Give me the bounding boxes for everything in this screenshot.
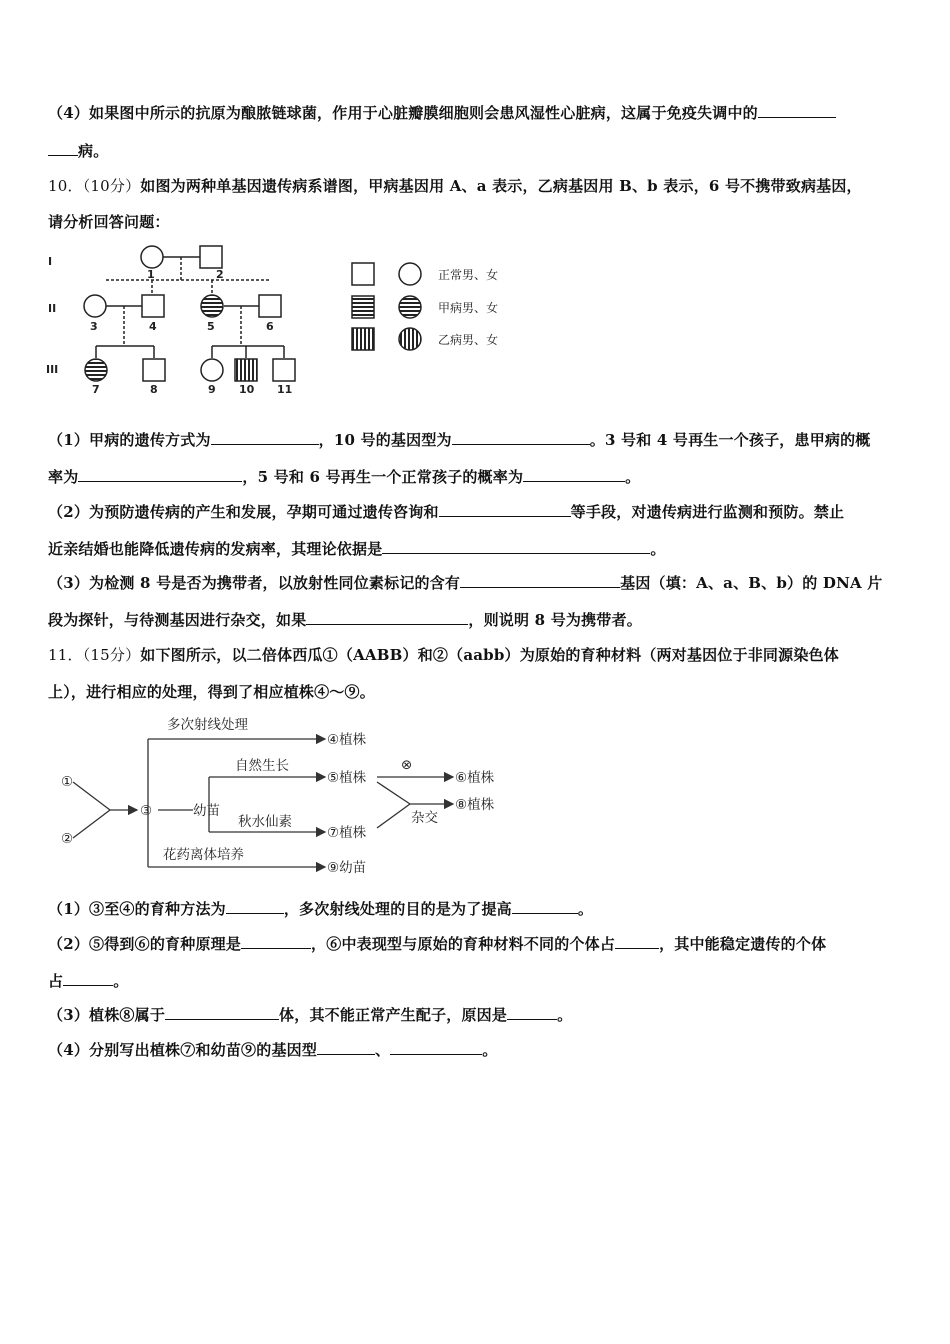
individual-1 [141, 246, 163, 268]
individual-2 [200, 246, 222, 268]
treatment-label: 秋水仙素 [238, 814, 292, 830]
answer-blank[interactable] [452, 430, 590, 445]
generation-label: III [46, 363, 59, 376]
individual-10 [235, 359, 257, 381]
q10-3-line2: 段为探针，与待测基因进行杂交，如果 ，则说明 8 号为携带者。 [48, 611, 642, 629]
answer-blank[interactable] [48, 141, 78, 156]
id-label: 1 [147, 268, 155, 281]
q11-3-line: （3）植株⑧属于 体，其不能正常产生配子，原因是 。 [48, 1006, 573, 1024]
individual-5 [201, 295, 223, 317]
answer-blank[interactable] [758, 103, 836, 118]
q10-2-line2: 近亲结婚也能降低遗传病的发病率，其理论依据是 。 [48, 540, 666, 558]
cross-label: 杂交 [411, 810, 438, 826]
answer-blank[interactable] [78, 467, 242, 482]
legend-label: 甲病男、女 [438, 301, 499, 315]
legend-normal-male [352, 263, 374, 285]
answer-blank[interactable] [507, 1005, 557, 1020]
answer-blank[interactable] [317, 1040, 375, 1055]
id-label: 5 [207, 320, 215, 333]
generation-label: II [48, 302, 57, 315]
legend-normal-female [399, 263, 421, 285]
q10-2-line1: （2）为预防遗传病的产生和发展，孕期可通过遗传咨询和 等手段，对遗传病进行监测和预防。禁止 [48, 503, 845, 521]
treatment-label: 自然生长 [235, 758, 289, 774]
generation-label: I [48, 255, 53, 268]
result-label: ⑧植株 [455, 797, 495, 813]
id-label: 4 [149, 320, 157, 333]
individual-6 [259, 295, 281, 317]
q10-intro-line1: 10．（10分）如图为两种单基因遗传病系谱图，甲病基因用 A、a 表示，乙病基因用 B、b 表示，6 号不携带致病基因， [48, 177, 862, 195]
answer-blank[interactable] [165, 1005, 279, 1020]
answer-blank[interactable] [460, 573, 620, 588]
id-label: 11 [277, 383, 293, 396]
answer-blank[interactable] [615, 934, 659, 949]
answer-blank[interactable] [211, 430, 319, 445]
individual-8 [143, 359, 165, 381]
q11-4-line: （4）分别写出植株⑦和幼苗⑨的基因型 、 。 [48, 1041, 498, 1059]
legend-label: 正常男、女 [438, 268, 499, 282]
individual-7 [85, 359, 107, 381]
id-label: 9 [208, 383, 216, 396]
individual-11 [273, 359, 295, 381]
id-label: 10 [239, 383, 255, 396]
q11-intro-line2: 上），进行相应的处理，得到了相应植株④～⑨。 [48, 683, 375, 701]
result-label: ⑦植株 [327, 825, 367, 841]
individual-4 [142, 295, 164, 317]
result-label: ⑨幼苗 [327, 860, 367, 876]
q10-3-line1: （3）为检测 8 号是否为携带者，以放射性同位素标记的含有 基因（填：A、a、B、b）的 DNA 片 [48, 574, 883, 592]
answer-blank[interactable] [390, 1040, 482, 1055]
q11-1-line: （1）③至④的育种方法为 ，多次射线处理的目的是为了提高 。 [48, 900, 594, 918]
individual-3 [84, 295, 106, 317]
id-label: 3 [90, 320, 98, 333]
individual-9 [201, 359, 223, 381]
id-label: 7 [92, 383, 100, 396]
legend-a-female [399, 296, 421, 318]
answer-blank[interactable] [226, 899, 284, 914]
answer-blank[interactable] [523, 467, 625, 482]
legend-b-male [352, 328, 374, 350]
legend-a-male [352, 296, 374, 318]
q10-1-line1: （1）甲病的遗传方式为 ，10 号的基因型为 。3 号和 4 号再生一个孩子，患甲病的概 [48, 431, 871, 449]
treatment-label: 花药离体培养 [163, 847, 244, 863]
result-label: ④植株 [327, 732, 367, 748]
seedling-label: 幼苗 [193, 803, 220, 819]
q11-2-line1: （2）⑤得到⑥的育种原理是 ，⑥中表现型与原始的育种材料不同的个体占 ，其中能稳定遗传的个体 [48, 935, 827, 953]
answer-blank[interactable] [439, 502, 571, 517]
id-label: 6 [266, 320, 274, 333]
result-label: ⑤植株 [327, 770, 367, 786]
answer-blank[interactable] [241, 934, 311, 949]
treatment-label: 多次射线处理 [167, 717, 248, 733]
id-label: 2 [216, 268, 224, 281]
q9-4-line1: （4）如果图中所示的抗原为酿脓链球菌，作用于心脏瓣膜细胞则会患风湿性心脏病，这属于免疫失调中的 [48, 102, 836, 123]
q11-2-line2: 占 。 [48, 972, 129, 990]
answer-blank[interactable] [382, 539, 650, 554]
self-cross-symbol: ⊗ [401, 757, 413, 773]
answer-blank[interactable] [306, 610, 468, 625]
answer-blank[interactable] [512, 899, 578, 914]
q10-1-line2: 率为 ，5 号和 6 号再生一个正常孩子的概率为 。 [48, 468, 641, 486]
id-label: 8 [150, 383, 158, 396]
pedigree-chart [40, 238, 520, 408]
result-label: ⑥植株 [455, 770, 495, 786]
legend-b-female [399, 328, 421, 350]
node-3: ③ [140, 803, 153, 819]
node-2: ② [61, 831, 74, 847]
q10-intro-line2: 请分析回答问题： [48, 213, 170, 231]
q11-intro-line1: 11．（15分）如下图所示，以二倍体西瓜①（AABB）和②（aabb）为原始的育种材料（两对基因位于非同源染色体 [48, 646, 839, 664]
breeding-diagram [55, 712, 525, 884]
legend-label: 乙病男、女 [438, 333, 499, 347]
q9-4-line2: 病。 [48, 140, 108, 161]
answer-blank[interactable] [63, 971, 113, 986]
node-1: ① [61, 774, 74, 790]
